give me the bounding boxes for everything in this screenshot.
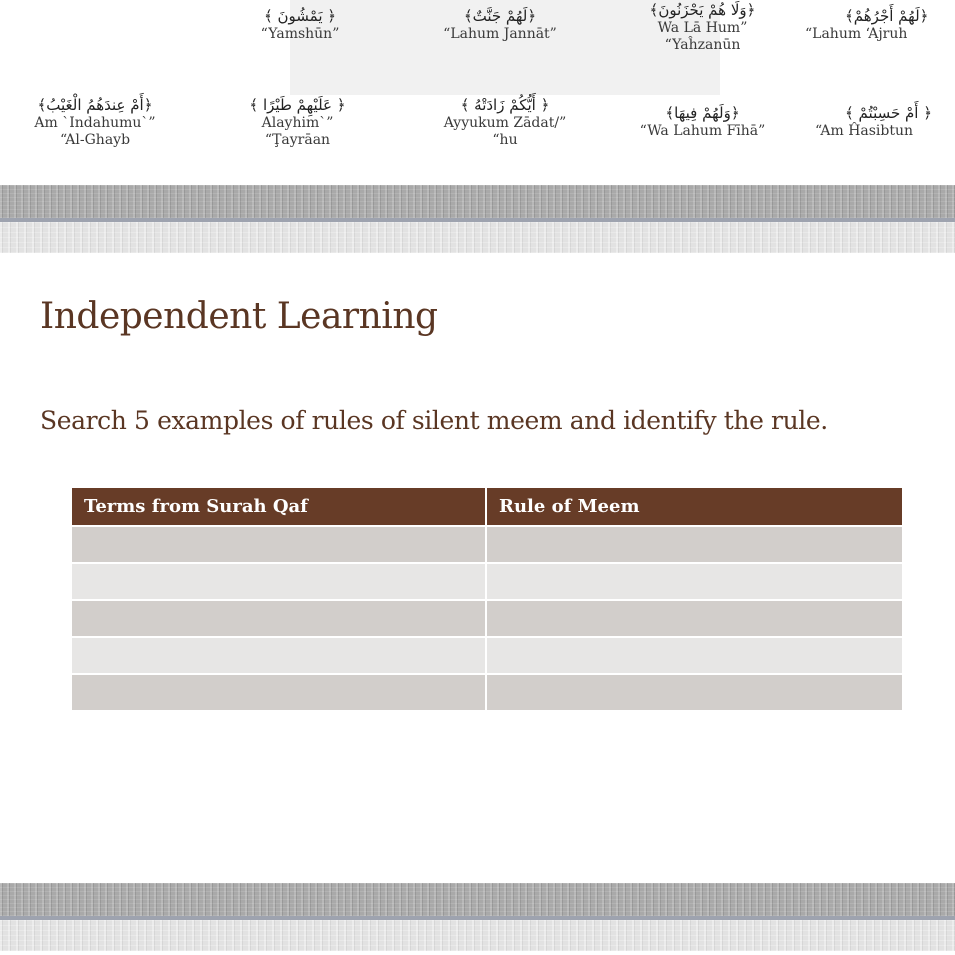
term-wa-lahum-fiha bbox=[610, 103, 795, 140]
column-header-terms: Terms from Surah Qaf bbox=[72, 488, 486, 526]
table-row bbox=[72, 563, 902, 600]
term-cell[interactable] bbox=[72, 600, 486, 637]
band-texture-dark bbox=[0, 185, 955, 218]
transliteration: Alayhim`” “Ţayrāan bbox=[261, 115, 334, 148]
rule-cell[interactable] bbox=[486, 637, 902, 674]
band-texture-light bbox=[0, 920, 955, 951]
instruction-text: Search 5 examples of rules of silent meem and identify the rule. bbox=[40, 406, 828, 435]
term-am-indahumu bbox=[5, 95, 185, 149]
arabic-text: ﴿ أَمْ حَسِبْتُمْ ﴾ bbox=[845, 104, 933, 122]
term-cell[interactable] bbox=[72, 563, 486, 600]
term-yamshun bbox=[235, 6, 365, 43]
arabic-text: ﴿ أَيُّكُمْ زَادَتْهُ ﴾ bbox=[460, 96, 550, 114]
arabic-text: ﴿لَهُمْ جَنَّتٌ﴾ bbox=[463, 7, 537, 25]
term-lahum-ajruhum bbox=[805, 6, 955, 43]
term-ayyukum bbox=[405, 95, 605, 149]
transliteration: Ayyukum Zādat/” “hu bbox=[443, 115, 567, 148]
decorative-band-top bbox=[0, 185, 955, 253]
band-texture-light bbox=[0, 222, 955, 253]
table-row bbox=[72, 637, 902, 674]
arabic-text: ﴿وَلَهُمْ فِيهَا﴾ bbox=[665, 104, 740, 122]
table-header-row bbox=[72, 488, 902, 526]
table-row bbox=[72, 674, 902, 711]
table-row bbox=[72, 600, 902, 637]
quran-terms-image bbox=[0, 0, 955, 185]
term-am-hasibtum bbox=[815, 103, 955, 140]
section-heading: Independent Learning bbox=[40, 296, 438, 337]
table-row bbox=[72, 526, 902, 563]
term-alayhim bbox=[225, 95, 370, 149]
arabic-text: ﴿وَلَا هُمْ يَحْزَنُونَ﴾ bbox=[649, 1, 756, 19]
term-cell[interactable] bbox=[72, 637, 486, 674]
transliteration: Wa Lā Hum” “Yaĥzanūn bbox=[657, 20, 748, 53]
term-wa-la-hum bbox=[610, 0, 795, 54]
transliteration: “Yamshūn” bbox=[260, 26, 340, 42]
arabic-text: ﴿ عَلَيْهِمْ طَيْرًا ﴾ bbox=[249, 96, 346, 114]
transliteration: Am `Indahumu`” “Al-Ghayb bbox=[34, 115, 156, 148]
rule-cell[interactable] bbox=[486, 600, 902, 637]
column-header-rule: Rule of Meem bbox=[486, 488, 902, 526]
arabic-text: ﴿ يَمْشُونَ ﴾ bbox=[263, 7, 337, 25]
transliteration: “Wa Lahum Fīhā” bbox=[639, 123, 766, 139]
decorative-band-bottom bbox=[0, 883, 955, 955]
term-cell[interactable] bbox=[72, 526, 486, 563]
term-cell[interactable] bbox=[72, 674, 486, 711]
transliteration: “Lahum ‘Ajruh bbox=[805, 26, 908, 42]
transliteration: “Am Ĥasibtun bbox=[815, 123, 914, 139]
rule-cell[interactable] bbox=[486, 674, 902, 711]
transliteration: “Lahum Jannāt” bbox=[443, 26, 557, 42]
answer-table bbox=[72, 488, 902, 712]
arabic-text: ﴿أَمْ عِندَهُمُ الْغَيْبُ﴾ bbox=[37, 96, 153, 114]
rule-cell[interactable] bbox=[486, 563, 902, 600]
term-lahum-jannat bbox=[410, 6, 590, 43]
arabic-text: ﴿لَهُمْ أَجْرُهُمْ﴾ bbox=[845, 7, 929, 25]
band-texture-dark bbox=[0, 883, 955, 916]
rule-cell[interactable] bbox=[486, 526, 902, 563]
